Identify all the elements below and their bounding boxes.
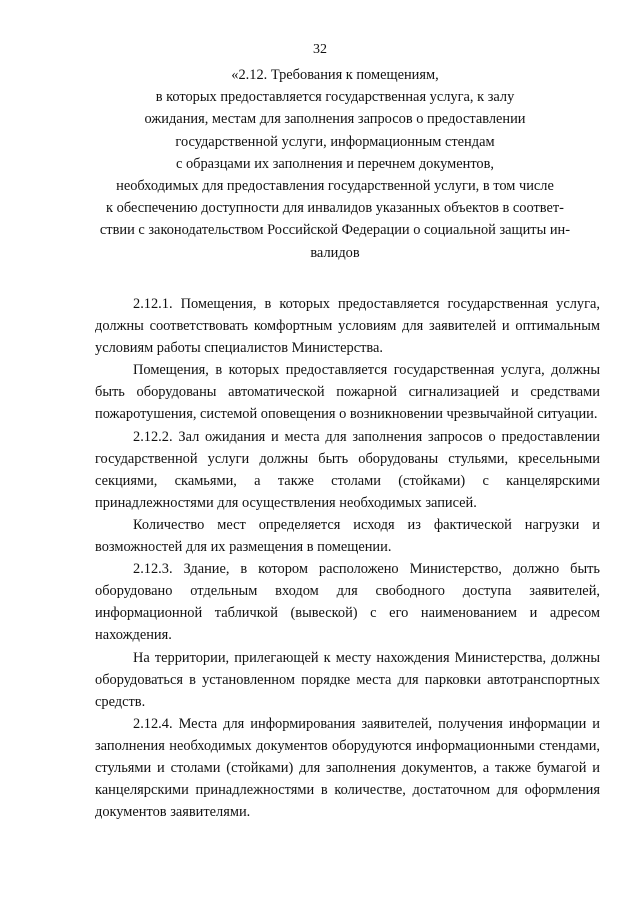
heading-line: валидов xyxy=(310,244,360,261)
paragraph-2-12-3: 2.12.3. Здание, в котором расположено Министерство, должно быть оборудовано отдельным входом для свободного доступа заявителей, информационной табличкой (вывеской) с его наименованием и адресом нахождения. xyxy=(95,561,600,644)
paragraph-2-12-4: 2.12.4. Места для информирования заявителей, получения информации и заполнения необходимых документов оборудуются информационными стендами, стульями и столами (стойками) для заполнения документов, а также бумагой и канцелярскими принадлежностями в количестве, достаточном для оформления документов заявителями. xyxy=(95,715,600,821)
paragraph-parking: На территории, прилегающей к месту нахождения Министерства, должны оборудоваться в установленном порядке места для парковки автотранспортных средств. xyxy=(95,649,600,710)
section-heading xyxy=(70,64,600,264)
heading-line: ожидания, местам для заполнения запросов о предоставлении xyxy=(144,111,526,128)
heading-line: ствии с законодательством Российской Федерации о социальной защиты ин- xyxy=(99,222,571,239)
heading-line: «2.12. Требования к помещениям, xyxy=(231,67,439,83)
heading-line: необходимых для предоставления государственной услуги, в том числе xyxy=(116,178,554,195)
paragraph-seat-count: Количество мест определяется исходя из фактической нагрузки и возможностей для их размещения в помещении. xyxy=(95,516,600,556)
document-body xyxy=(95,293,600,823)
paragraph-2-12-2: 2.12.2. Зал ожидания и места для заполнения запросов о предоставлении государственной услуги должны быть оборудованы стульями, кресельными секциями, скамьями, а также столами (стойками) с канцелярскими принадлежностями для осуществления необходимых записей. xyxy=(95,428,600,511)
heading-line: в которых предоставляется государственная услуга, к залу xyxy=(155,89,515,106)
heading-line: к обеспечению доступности для инвалидов указанных объектов в соответ- xyxy=(106,200,564,217)
page-number: 32 xyxy=(313,42,327,57)
heading-line: государственной услуги, информационным стендам xyxy=(175,133,495,150)
paragraph-premises-fire-safety: Помещения, в которых предоставляется государственная услуга, должны быть оборудованы автоматической пожарной сигнализацией и средствами пожаротушения, системой оповещения о возникновении чрезвычайной ситуации. xyxy=(95,362,600,423)
heading-line: с образцами их заполнения и перечнем документов, xyxy=(175,155,495,172)
paragraph-2-12-1: 2.12.1. Помещения, в которых предоставляется государственная услуга, должны соответствовать комфортным условиям для заявителей и оптимальным условиям работы специалистов Министерства. xyxy=(95,296,600,357)
